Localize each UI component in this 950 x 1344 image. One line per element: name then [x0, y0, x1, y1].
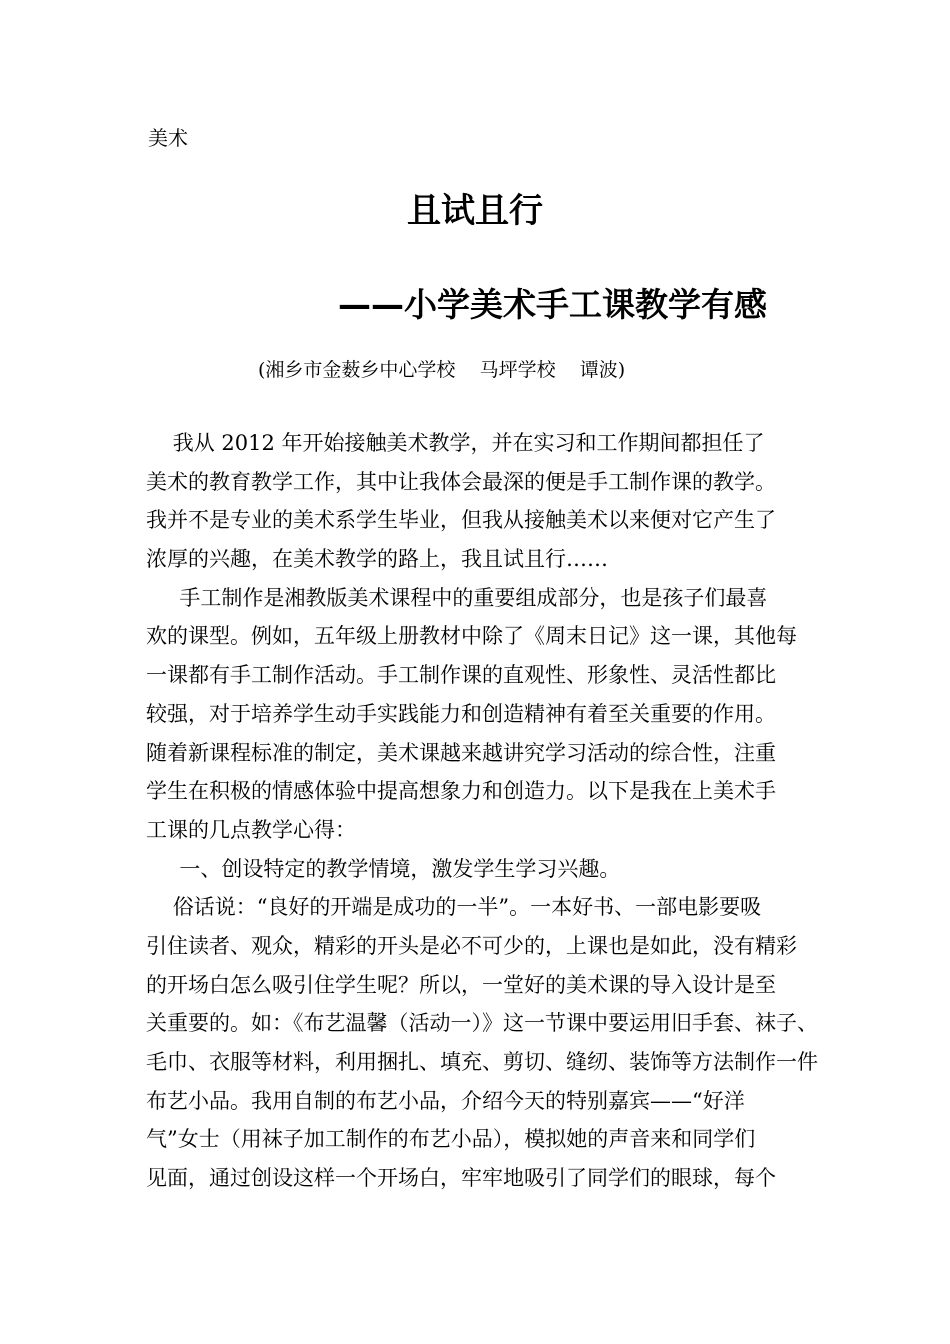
text-line: 手工制作是湘教版美术课程中的重要组成部分，也是孩子们最喜 — [146, 585, 768, 610]
text-line: 我并不是专业的美术系学生毕业，但我从接触美术以来便对它产生了 — [146, 508, 776, 533]
text-line: 欢的课型。例如，五年级上册教材中除了《周末日记》这一课，其他每 — [146, 624, 797, 649]
text-line: 引住读者、观众，精彩的开头是必不可少的，上课也是如此，没有精彩 — [146, 933, 797, 958]
text-line: 较强，对于培养学生动手实践能力和创造精神有着至关重要的作用。 — [146, 701, 776, 726]
text-line: 的开场白怎么吸引住学生呢？所以，一堂好的美术课的导入设计是至 — [146, 972, 776, 997]
text-line: 俗话说：“良好的开端是成功的一半”。一本好书、一部电影要吸 — [146, 895, 762, 920]
text-line: 气”女士（用袜子加工制作的布艺小品），模拟她的声音来和同学们 — [146, 1127, 756, 1152]
text-line: 浓厚的兴趣，在美术教学的路上，我且试且行…… — [146, 547, 608, 572]
page-subtitle: ——小学美术手工课教学有感 — [338, 285, 767, 324]
text-line: 毛巾、衣服等材料，利用捆扎、填充、剪切、缝纫、装饰等方法制作一件 — [146, 1050, 818, 1074]
text-line: 一课都有手工制作活动。手工制作课的直观性、形象性、灵活性都比 — [146, 663, 776, 688]
text-line: 布艺小品。我用自制的布艺小品，介绍今天的特别嘉宾——“好洋 — [146, 1088, 745, 1113]
subject-label: 美术 — [148, 126, 188, 150]
text-line: 我从 2012 年开始接触美术教学，并在实习和工作期间都担任了 — [146, 431, 765, 455]
text-line: 见面，通过创设这样一个开场白，牢牢地吸引了同学们的眼球，每个 — [146, 1166, 776, 1191]
text-line: 随着新课程标准的制定，美术课越来越讲究学习活动的综合性，注重 — [146, 740, 776, 765]
text-line: 工课的几点教学心得： — [146, 817, 356, 842]
section-heading: 一、创设特定的教学情境，激发学生学习兴趣。 — [146, 856, 621, 881]
body-text — [146, 424, 818, 1198]
text-line: 美术的教育教学工作，其中让我体会最深的便是手工制作课的教学。 — [146, 469, 776, 494]
text-line: 学生在积极的情感体验中提高想象力和创造力。以下是我在上美术手 — [146, 779, 776, 804]
page-title: 且试且行 — [407, 191, 543, 231]
author-line: (湘乡市金薮乡中心学校 马坪学校 谭波) — [258, 359, 626, 381]
text-line: 关重要的。如：《布艺温馨（活动一）》这一节课中要运用旧手套、袜子、 — [146, 1011, 818, 1036]
